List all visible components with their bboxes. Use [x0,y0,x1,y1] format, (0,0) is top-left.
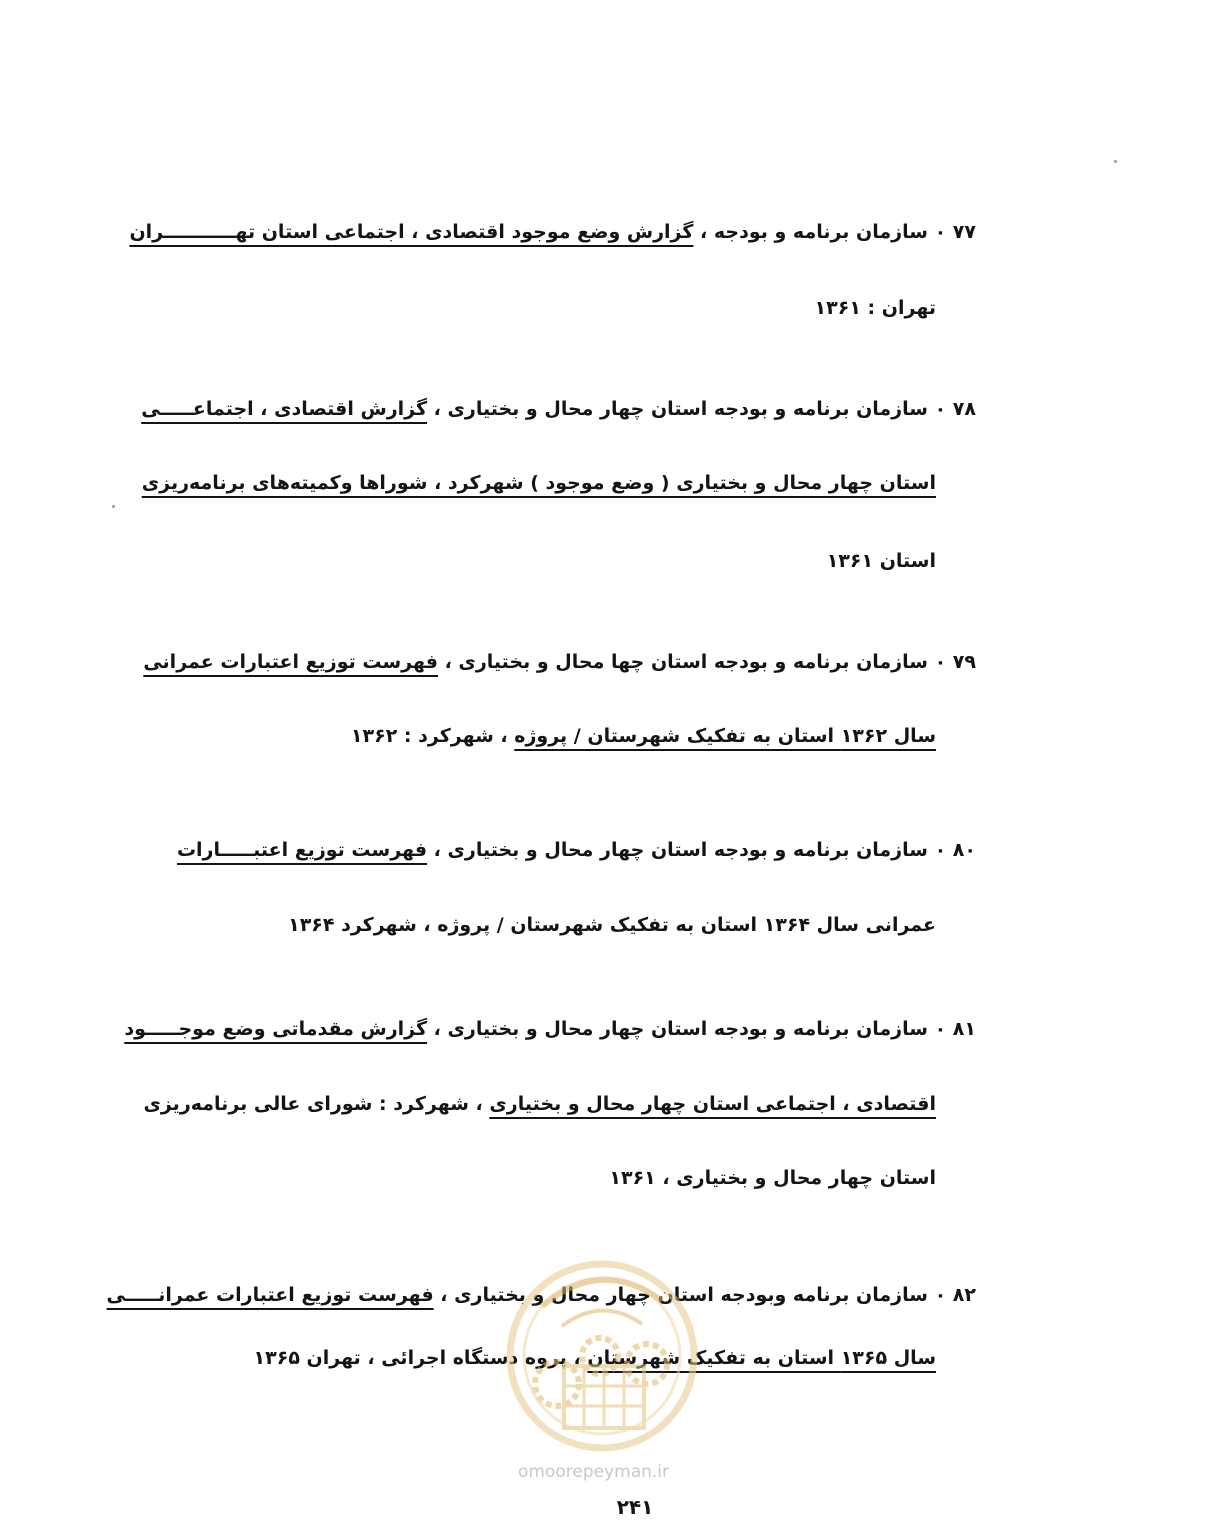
entry-imprint-continued: استان چهار محال و بختیاری ، ۱۳۶۱ [609,1167,936,1189]
entry-publisher: سازمان برنامه و بودجه استان چها محال و بختیاری ، [444,651,928,673]
entry-title: فهرست توزیع اعتبارات عمرانـــــی [106,1284,434,1306]
entry-publisher: سازمان برنامه و بودجه استان چهار محال و بختیاری ، [433,1018,928,1040]
entry-number: ۷۹ ۰ [934,651,976,673]
watermark-logo-icon [502,1246,702,1456]
entry-title-continued: سال ۱۳۶۲ استان به تفکیک شهرستان / پروژه [514,725,936,747]
entry-imprint: ، شهرکرد : ۱۳۶۲ [350,725,515,747]
entry-80-line-2 [288,909,936,941]
entry-title: گزارش وضع موجود اقتصادی ، اجتماعی استان تهـــــــــــران [129,221,694,243]
entry-title-continued: اقتصادی ، اجتماعی استان چهار محال و بختیاری [489,1093,936,1115]
entry-title-continued: عمرانی سال ۱۳۶۴ استان به تفکیک شهرستان / پروژه ، شهرکرد ۱۳۶۴ [288,914,936,936]
entry-imprint: ، پروه دستگاه اجرائی ، تهران ۱۳۶۵ [253,1347,588,1369]
entry-79-line-1 [143,646,976,678]
entry-81-line-3 [609,1162,936,1194]
entry-imprint: ، شهرکرد : شورای عالی برنامه‌ریزی [143,1093,490,1115]
entry-publisher: سازمان برنامه و بودجه استان چهار محال و بختیاری ، [433,839,928,861]
entry-title: فهرست توزیع اعتبارات عمرانی [143,651,438,673]
entry-number: ۸۰ ۰ [934,839,976,861]
entry-imprint: تهران : ۱۳۶۱ [814,297,936,319]
entry-78-line-1 [141,393,976,425]
entry-number: ۸۲ ۰ [934,1284,976,1306]
entry-81-line-1 [124,1013,976,1045]
entry-77-line-2 [815,292,936,324]
entry-title-continued: سال ۱۳۶۵ استان به تفکیک شهرستان [587,1347,936,1369]
entry-publisher: سازمان برنامه و بودجه ، [700,221,928,243]
entry-79-line-2 [351,720,936,752]
entry-81-line-2 [143,1088,936,1120]
entry-title: گزارش اقتصادی ، اجتماعـــــی [141,398,428,420]
entry-publisher: سازمان برنامه و بودجه استان چهار محال و بختیاری ، [433,398,928,420]
entry-number: ۷۸ ۰ [934,398,976,420]
scan-speck [112,505,115,508]
scan-speck [1114,160,1117,163]
entry-title: گزارش مقدماتی وضع موجـــــود [124,1018,428,1040]
entry-title: فهرست توزیع اعتبـــــارات [176,839,428,861]
entry-77-line-1 [129,216,976,248]
entry-imprint: استان ۱۳۶۱ [826,550,936,572]
page-number: ۲۴۱ [616,1495,654,1519]
entry-78-line-2 [142,467,936,499]
watermark-url: omoorepeyman.ir [518,1462,670,1482]
entry-number: ۷۷ ۰ [934,221,976,243]
entry-title-continued: استان چهار محال و بختیاری ( وضع موجود ) شهرکرد ، شوراها وکمیته‌های برنامه‌ریزی [141,472,936,494]
entry-78-line-3 [827,545,936,577]
entry-publisher: سازمان برنامه وبودجه استان چهار محال و بختیاری ، [440,1284,928,1306]
entry-number: ۸۱ ۰ [934,1018,976,1040]
entry-80-line-1 [177,834,976,866]
